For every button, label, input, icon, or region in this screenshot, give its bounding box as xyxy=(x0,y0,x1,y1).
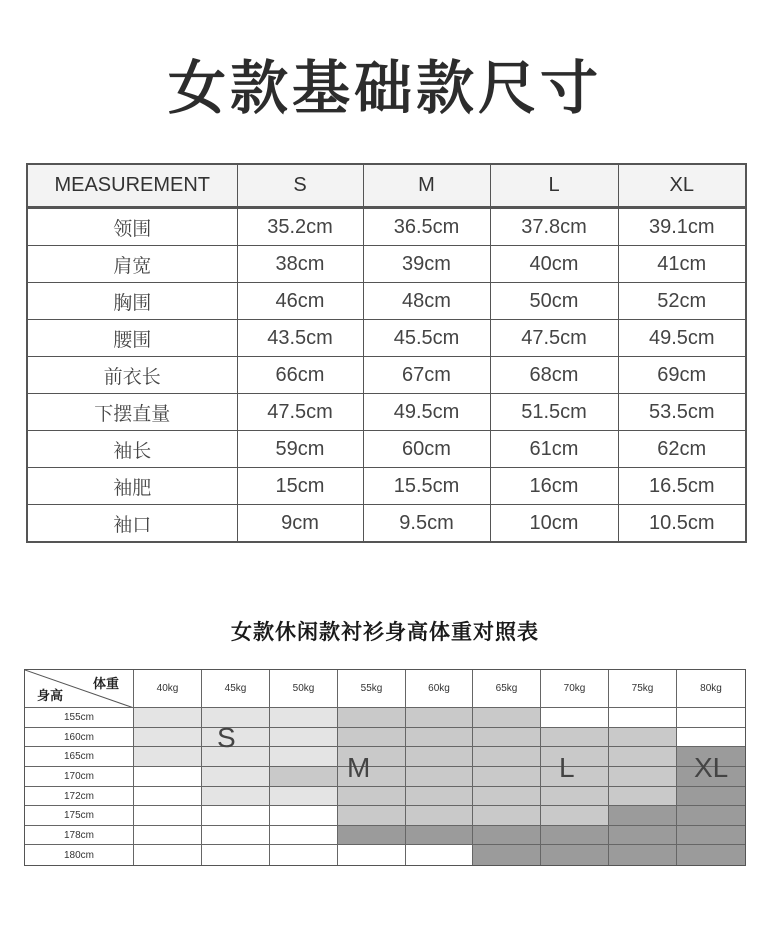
height-axis-label: 身高 xyxy=(37,689,64,704)
size-cell-m xyxy=(473,806,541,826)
size-cell-none xyxy=(134,845,202,865)
measurement-label: 腰围 xyxy=(27,320,237,357)
weight-header: 40kg xyxy=(134,670,202,708)
size-cell-m xyxy=(473,708,541,728)
size-cell-xl xyxy=(406,826,473,845)
size-cell-none xyxy=(677,708,745,728)
header-size-l: L xyxy=(490,164,618,208)
weight-header: 80kg xyxy=(677,670,745,708)
header-size-m: M xyxy=(363,164,490,208)
size-cell-xl xyxy=(338,826,406,845)
measurement-value: 36.5cm xyxy=(363,208,490,246)
size-cell-xl xyxy=(473,826,541,845)
weight-header: 70kg xyxy=(541,670,609,708)
table-row xyxy=(27,283,746,320)
measurement-label: 胸围 xyxy=(27,283,237,320)
size-table-header-row xyxy=(27,164,746,208)
measurement-label: 领围 xyxy=(27,208,237,246)
size-cell-l xyxy=(541,728,609,747)
height-row-label: 160cm xyxy=(25,728,134,747)
measurement-value: 47.5cm xyxy=(490,320,618,357)
size-cell-s xyxy=(134,708,202,728)
weight-header: 55kg xyxy=(338,670,406,708)
size-cell-none xyxy=(202,806,270,826)
size-cell-m xyxy=(473,728,541,747)
size-cell-none xyxy=(134,826,202,845)
size-cell-m xyxy=(338,728,406,747)
weight-header: 75kg xyxy=(609,670,677,708)
table-row xyxy=(27,246,746,283)
size-cell-none xyxy=(202,845,270,865)
measurement-value: 39.1cm xyxy=(618,208,746,246)
table-row xyxy=(27,505,746,543)
height-row-label: 180cm xyxy=(25,845,134,865)
measurement-value: 9cm xyxy=(237,505,363,543)
measurement-label: 袖口 xyxy=(27,505,237,543)
size-cell-none xyxy=(677,728,745,747)
measurement-label: 前衣长 xyxy=(27,357,237,394)
size-cell-xl xyxy=(541,826,609,845)
size-cell-m xyxy=(406,806,473,826)
size-cell-m xyxy=(406,728,473,747)
size-cell-xl xyxy=(677,806,745,826)
size-cell-m xyxy=(473,747,541,767)
weight-header: 65kg xyxy=(473,670,541,708)
measurement-value: 59cm xyxy=(237,431,363,468)
size-cell-m xyxy=(406,767,473,787)
size-region-label: XL xyxy=(694,752,729,783)
weight-header: 60kg xyxy=(406,670,473,708)
size-region-label: S xyxy=(217,722,236,753)
size-cell-m xyxy=(473,767,541,787)
size-cell-s xyxy=(134,728,202,747)
height-row-label: 178cm xyxy=(25,826,134,845)
table-row xyxy=(27,468,746,505)
table-row xyxy=(27,320,746,357)
size-cell-m xyxy=(473,787,541,806)
table-row xyxy=(27,394,746,431)
table-row xyxy=(27,357,746,394)
measurement-value: 16cm xyxy=(490,468,618,505)
measurement-value: 40cm xyxy=(490,246,618,283)
size-cell-s xyxy=(270,728,338,747)
size-cell-s xyxy=(202,747,270,767)
measurement-value: 45.5cm xyxy=(363,320,490,357)
size-cell-l xyxy=(609,787,677,806)
size-cell-none xyxy=(134,806,202,826)
chart-title: 女款休闲款衬衫身高体重对照表 xyxy=(231,620,539,644)
measurement-value: 38cm xyxy=(237,246,363,283)
measurement-label: 肩宽 xyxy=(27,246,237,283)
measurement-value: 46cm xyxy=(237,283,363,320)
measurement-value: 9.5cm xyxy=(363,505,490,543)
measurement-value: 41cm xyxy=(618,246,746,283)
measurement-label: 袖肥 xyxy=(27,468,237,505)
measurement-value: 52cm xyxy=(618,283,746,320)
measurement-value: 69cm xyxy=(618,357,746,394)
measurement-value: 48cm xyxy=(363,283,490,320)
weight-header: 50kg xyxy=(270,670,338,708)
height-row-label: 170cm xyxy=(25,767,134,787)
measurement-value: 39cm xyxy=(363,246,490,283)
size-cell-m xyxy=(338,708,406,728)
height-row-label: 165cm xyxy=(25,747,134,767)
size-cell-none xyxy=(134,787,202,806)
size-cell-xl xyxy=(677,787,745,806)
size-cell-xl xyxy=(677,845,745,865)
size-cell-xl xyxy=(609,826,677,845)
measurement-value: 68cm xyxy=(490,357,618,394)
size-cell-m xyxy=(338,787,406,806)
size-region-label: M xyxy=(347,752,371,783)
measurement-label: 下摆直量 xyxy=(27,394,237,431)
size-cell-xl xyxy=(609,806,677,826)
measurement-value: 47.5cm xyxy=(237,394,363,431)
height-row-label: 155cm xyxy=(25,708,134,728)
size-table xyxy=(26,163,747,543)
size-cell-l xyxy=(609,747,677,767)
measurement-value: 37.8cm xyxy=(490,208,618,246)
size-cell-s xyxy=(270,747,338,767)
header-size-xl: XL xyxy=(618,164,746,208)
page-title: 女款基础款尺寸 xyxy=(167,54,602,122)
size-cell-none xyxy=(270,806,338,826)
size-cell-none xyxy=(338,845,406,865)
size-cell-l xyxy=(541,806,609,826)
size-cell-m xyxy=(406,787,473,806)
measurement-value: 66cm xyxy=(237,357,363,394)
header-measurement: MEASUREMENT xyxy=(27,164,237,208)
table-row xyxy=(27,208,746,246)
size-cell-xl xyxy=(677,826,745,845)
measurement-value: 10.5cm xyxy=(618,505,746,543)
size-cell-s xyxy=(270,708,338,728)
measurement-value: 49.5cm xyxy=(618,320,746,357)
measurement-label: 袖长 xyxy=(27,431,237,468)
size-cell-s xyxy=(134,747,202,767)
measurement-value: 10cm xyxy=(490,505,618,543)
measurement-value: 62cm xyxy=(618,431,746,468)
size-cell-xl xyxy=(609,845,677,865)
measurement-value: 60cm xyxy=(363,431,490,468)
weight-header: 45kg xyxy=(202,670,270,708)
height-row-label: 175cm xyxy=(25,806,134,826)
height-row-label: 172cm xyxy=(25,787,134,806)
size-cell-s xyxy=(202,728,270,747)
measurement-value: 53.5cm xyxy=(618,394,746,431)
measurement-value: 67cm xyxy=(363,357,490,394)
size-cell-none xyxy=(541,708,609,728)
size-region-label: L xyxy=(559,752,575,783)
size-cell-l xyxy=(609,728,677,747)
size-cell-none xyxy=(202,826,270,845)
table-row xyxy=(27,431,746,468)
size-cell-s xyxy=(202,787,270,806)
size-cell-s xyxy=(202,708,270,728)
measurement-value: 15.5cm xyxy=(363,468,490,505)
measurement-value: 43.5cm xyxy=(237,320,363,357)
measurement-value: 50cm xyxy=(490,283,618,320)
weight-axis-label: 体重 xyxy=(92,677,119,692)
measurement-value: 61cm xyxy=(490,431,618,468)
measurement-value: 49.5cm xyxy=(363,394,490,431)
size-cell-none xyxy=(134,767,202,787)
size-cell-none xyxy=(609,708,677,728)
size-cell-l xyxy=(541,747,609,767)
size-cell-none xyxy=(270,845,338,865)
size-cell-xl xyxy=(541,845,609,865)
size-cell-m xyxy=(270,767,338,787)
size-cell-s xyxy=(202,767,270,787)
measurement-value: 16.5cm xyxy=(618,468,746,505)
size-cell-xl xyxy=(473,845,541,865)
measurement-value: 15cm xyxy=(237,468,363,505)
chart-corner-cell xyxy=(25,670,134,708)
size-cell-l xyxy=(541,767,609,787)
size-cell-m xyxy=(406,747,473,767)
header-size-s: S xyxy=(237,164,363,208)
size-cell-m xyxy=(338,806,406,826)
measurement-value: 35.2cm xyxy=(237,208,363,246)
size-cell-none xyxy=(406,845,473,865)
size-cell-l xyxy=(609,767,677,787)
size-cell-none xyxy=(270,826,338,845)
size-cell-s xyxy=(270,787,338,806)
measurement-value: 51.5cm xyxy=(490,394,618,431)
height-weight-chart xyxy=(24,669,746,866)
size-cell-m xyxy=(406,708,473,728)
size-cell-l xyxy=(541,787,609,806)
